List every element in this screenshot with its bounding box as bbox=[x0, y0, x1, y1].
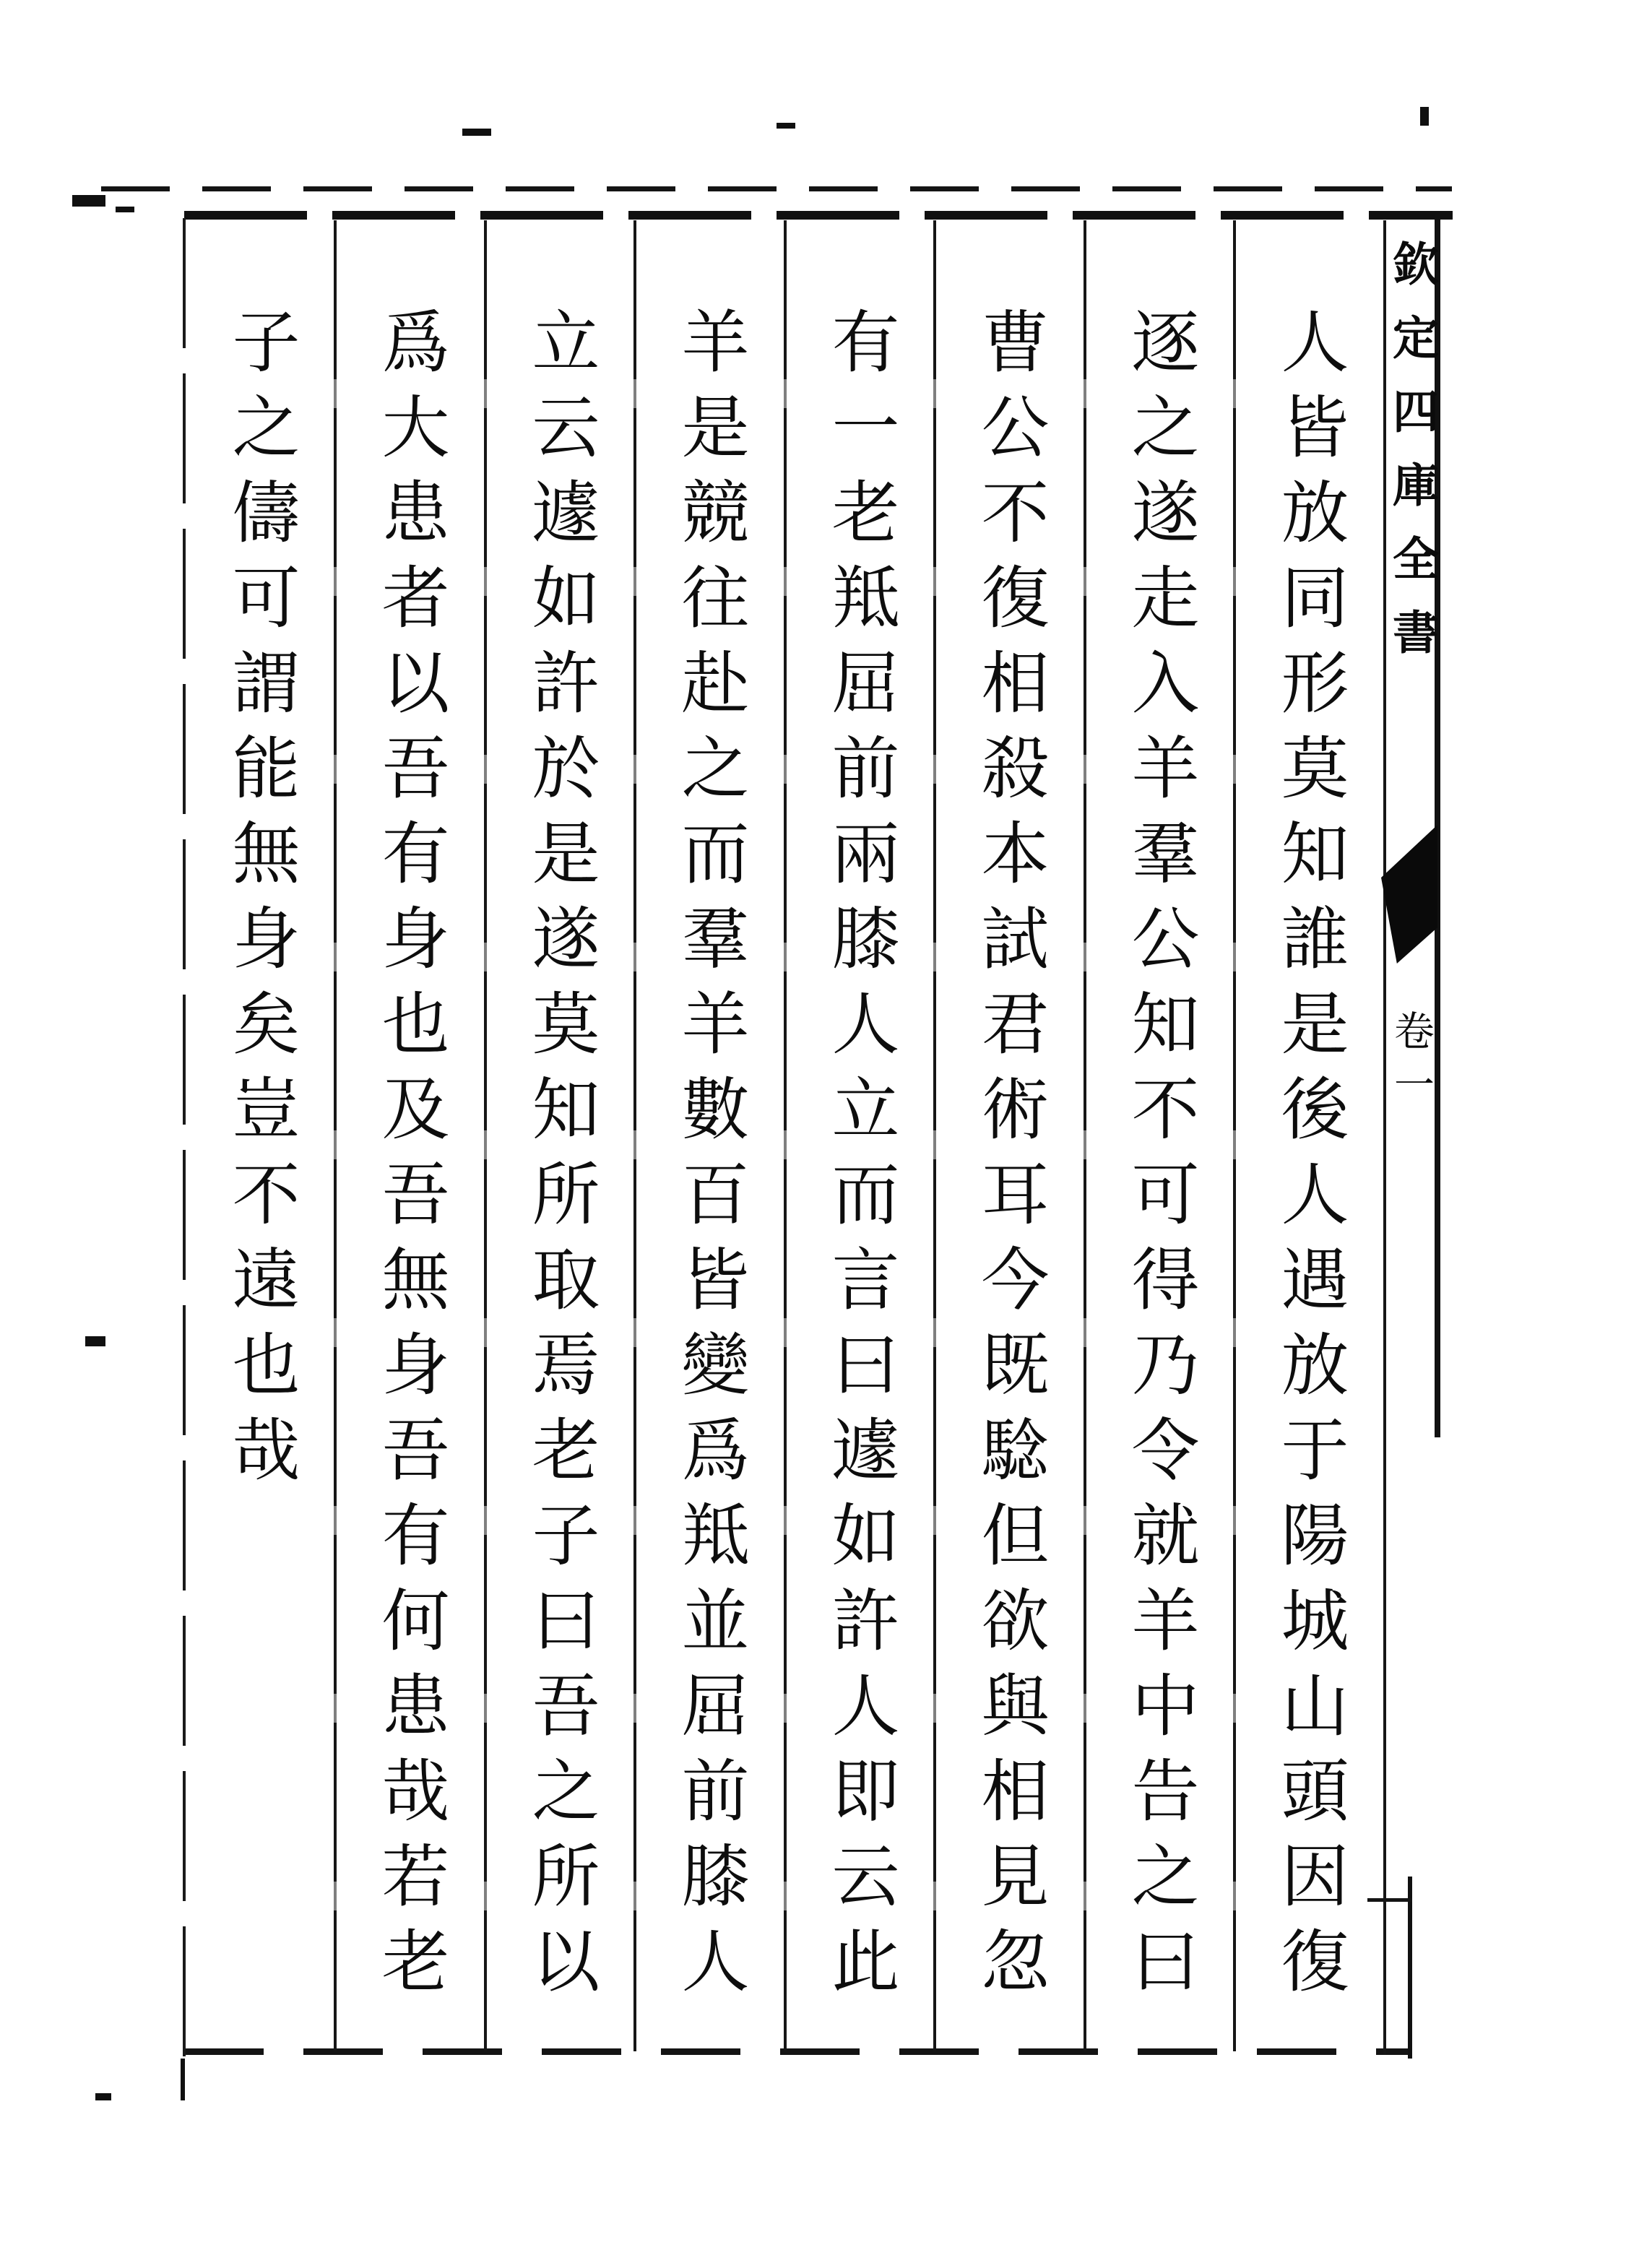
text-column-4-text: 有一老羝屈前兩膝人立而言曰遽如許人即云此 bbox=[820, 306, 899, 2011]
ink-speck bbox=[181, 2059, 185, 2100]
ink-speck bbox=[462, 129, 491, 136]
text-column-8 bbox=[184, 306, 334, 2069]
frame-border-top-outer bbox=[101, 186, 1452, 191]
text-column-4 bbox=[784, 306, 934, 2069]
text-column-5-text: 羊是競往赴之而羣羊數百皆變爲羝並屈前膝人 bbox=[670, 306, 748, 2011]
frame-border-right-lower bbox=[1408, 1877, 1412, 2059]
text-column-6-text: 立云遽如許於是遂莫知所取焉老子曰吾之所以 bbox=[520, 306, 599, 2011]
text-column-2-text: 逐之遂走入羊羣公知不可得乃令就羊中告之曰 bbox=[1120, 306, 1198, 2011]
volume-marker bbox=[1385, 1010, 1437, 1117]
text-column-5 bbox=[633, 306, 784, 2069]
series-title bbox=[1383, 240, 1440, 682]
volume-marker-text: 卷一 bbox=[1388, 1010, 1435, 1117]
ink-speck bbox=[777, 123, 795, 129]
ink-speck bbox=[116, 207, 134, 212]
ink-speck bbox=[1420, 107, 1429, 126]
text-column-3 bbox=[933, 306, 1084, 2069]
text-column-1 bbox=[1233, 306, 1383, 2069]
text-column-7-text: 爲大患者以吾有身也及吾無身吾有何患哉若老 bbox=[370, 306, 449, 2011]
text-column-3-text: 曹公不復相殺本試君術耳今既騐但欲與相見忽 bbox=[969, 306, 1048, 2011]
ink-speck bbox=[72, 195, 105, 207]
ink-speck bbox=[85, 1336, 105, 1346]
fishtail-fold-mark bbox=[1381, 825, 1437, 964]
frame-border-top-inner bbox=[184, 211, 1453, 220]
ink-speck bbox=[95, 2093, 111, 2100]
text-column-6 bbox=[484, 306, 634, 2069]
text-column-2 bbox=[1084, 306, 1234, 2069]
text-column-7 bbox=[334, 306, 484, 2069]
text-column-8-text: 子之儔可謂能無身矣豈不遠也哉 bbox=[220, 306, 299, 1499]
text-column-1-text: 人皆放同形莫知誰是後人遇放于陽城山頭因復 bbox=[1269, 306, 1348, 2011]
series-title-text: 欽定四庫全書 bbox=[1385, 240, 1439, 682]
